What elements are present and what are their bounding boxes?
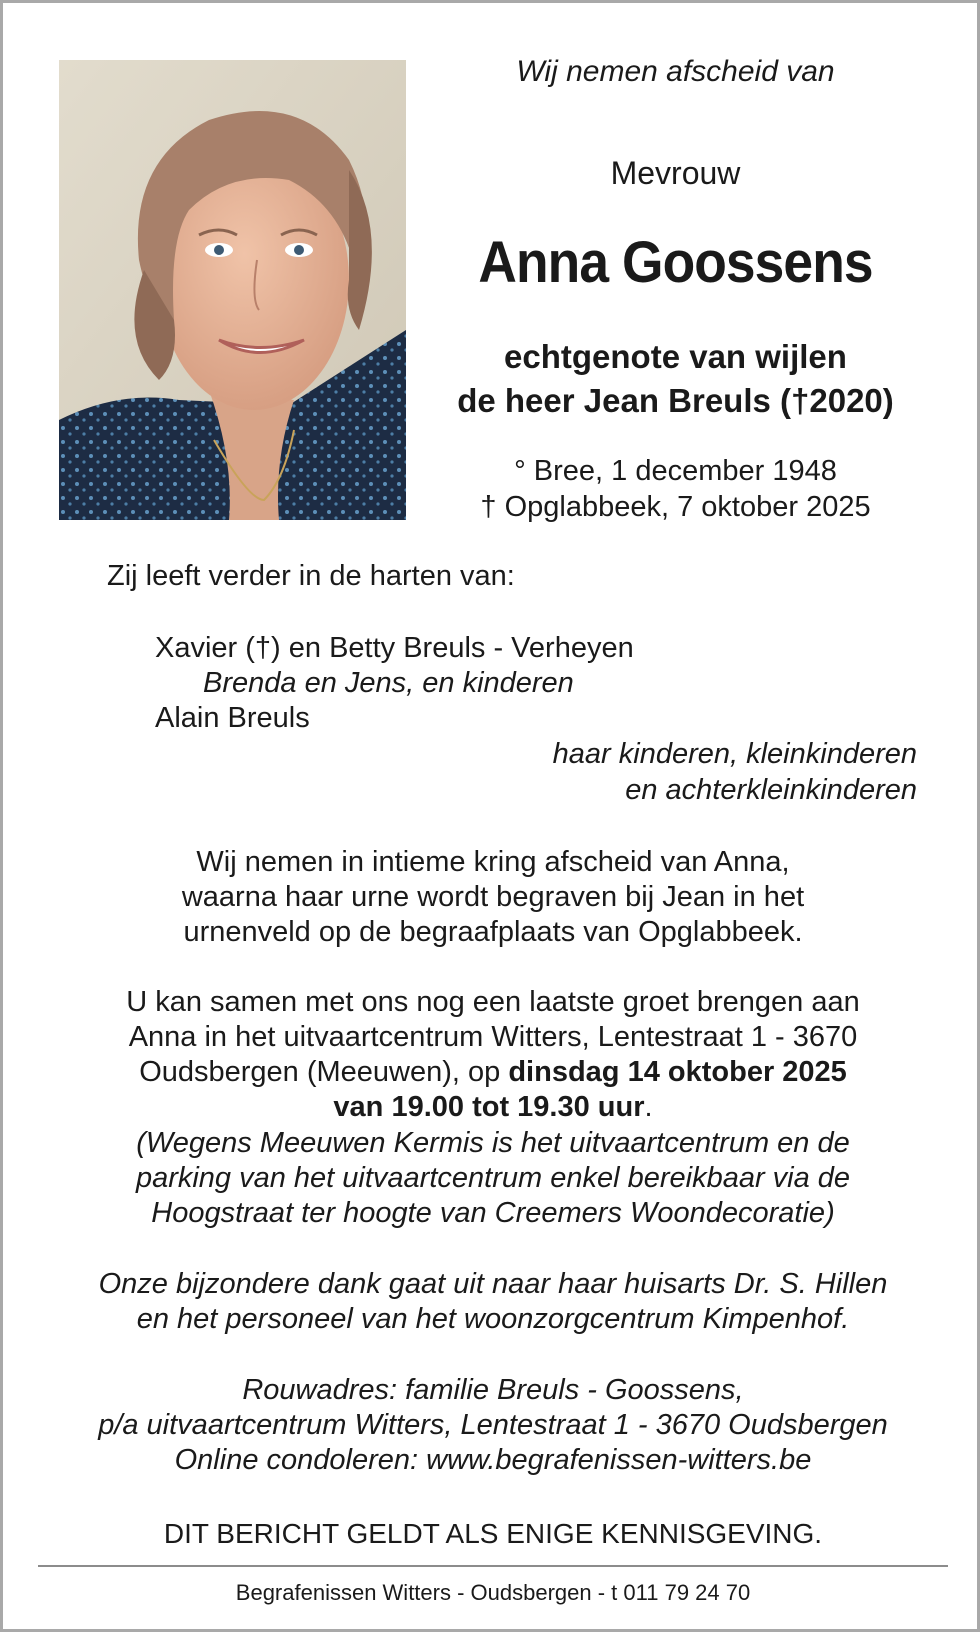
- deceased-name: Anna Goossens: [478, 230, 873, 295]
- note-line-3: Hoogstraat ter hoogte van Creemers Woondecoratie): [151, 1197, 835, 1229]
- note-line-1: (Wegens Meeuwen Kermis is het uitvaartcentrum en de: [136, 1127, 850, 1159]
- official-notice: DIT BERICHT GELDT ALS ENIGE KENNISGEVING.: [163, 1518, 823, 1549]
- thanks-line-2: en het personeel van het woonzorgcentrum Kimpenhof.: [136, 1303, 850, 1335]
- portrait-image: [59, 60, 406, 520]
- spouse-line-1: echtgenote van wijlen: [504, 338, 847, 375]
- visit-line-2: Anna in het uitvaartcentrum Witters, Lentestraat 1 - 3670: [128, 1021, 858, 1053]
- family-member: Brenda en Jens, en kinderen: [203, 667, 574, 699]
- ceremony-line-3: urnenveld op de begraafplaats van Opglabbeek.: [183, 916, 803, 948]
- family-relation: [553, 736, 917, 808]
- portrait-photo: [59, 60, 406, 520]
- spouse-line-2: de heer Jean Breuls (†2020): [457, 382, 894, 419]
- honorific: Mevrouw: [610, 155, 741, 191]
- funeral-home-footer: Begrafenissen Witters - Oudsbergen - t 011 79 24 70: [235, 1580, 751, 1605]
- family-member: Alain Breuls: [155, 702, 310, 734]
- parking-note: [43, 1126, 943, 1231]
- visitation-text: [43, 985, 943, 1125]
- visit-line-1: U kan samen met ons nog een laatste groet brengen aan: [126, 986, 860, 1018]
- intro-text: Wij nemen afscheid van: [516, 55, 835, 88]
- visit-line-4: [43, 1090, 943, 1125]
- family-member: Xavier (†) en Betty Breuls - Verheyen: [155, 632, 634, 664]
- family-intro: Zij leeft verder in de harten van:: [107, 560, 515, 592]
- address-line-1: Rouwadres: familie Breuls - Goossens,: [242, 1374, 744, 1406]
- visit-place: Oudsbergen (Meeuwen), op: [139, 1056, 509, 1088]
- ceremony-text: [43, 845, 943, 950]
- relation-line-2: en achterkleinkinderen: [625, 774, 917, 806]
- birth-date: ° Bree, 1 december 1948: [514, 455, 837, 487]
- mourning-address: [43, 1373, 943, 1478]
- ceremony-line-2: waarna haar urne wordt begraven bij Jean in het: [181, 881, 805, 913]
- life-dates: [433, 453, 918, 525]
- footer-divider: [38, 1565, 948, 1567]
- condolence-link[interactable]: Online condoleren: www.begrafenissen-witters.be: [174, 1444, 812, 1476]
- visit-date: dinsdag 14 oktober 2025: [508, 1056, 847, 1088]
- note-line-2: parking van het uitvaartcentrum enkel bereikbaar via de: [135, 1162, 851, 1194]
- spouse-info: [423, 335, 928, 423]
- ceremony-line-1: Wij nemen in intieme kring afscheid van Anna,: [196, 846, 790, 878]
- visit-line-3: [43, 1055, 943, 1090]
- visit-time: van 19.00 tot 19.30 uur: [333, 1091, 645, 1123]
- visit-period: .: [644, 1091, 653, 1123]
- relation-line-1: haar kinderen, kleinkinderen: [552, 738, 917, 770]
- thanks-line-1: Onze bijzondere dank gaat uit naar haar huisarts Dr. S. Hillen: [98, 1268, 888, 1300]
- address-line-2: p/a uitvaartcentrum Witters, Lentestraat 1 - 3670 Oudsbergen: [98, 1409, 888, 1441]
- death-date: † Opglabbeek, 7 oktober 2025: [480, 491, 871, 523]
- thanks-text: [43, 1267, 943, 1337]
